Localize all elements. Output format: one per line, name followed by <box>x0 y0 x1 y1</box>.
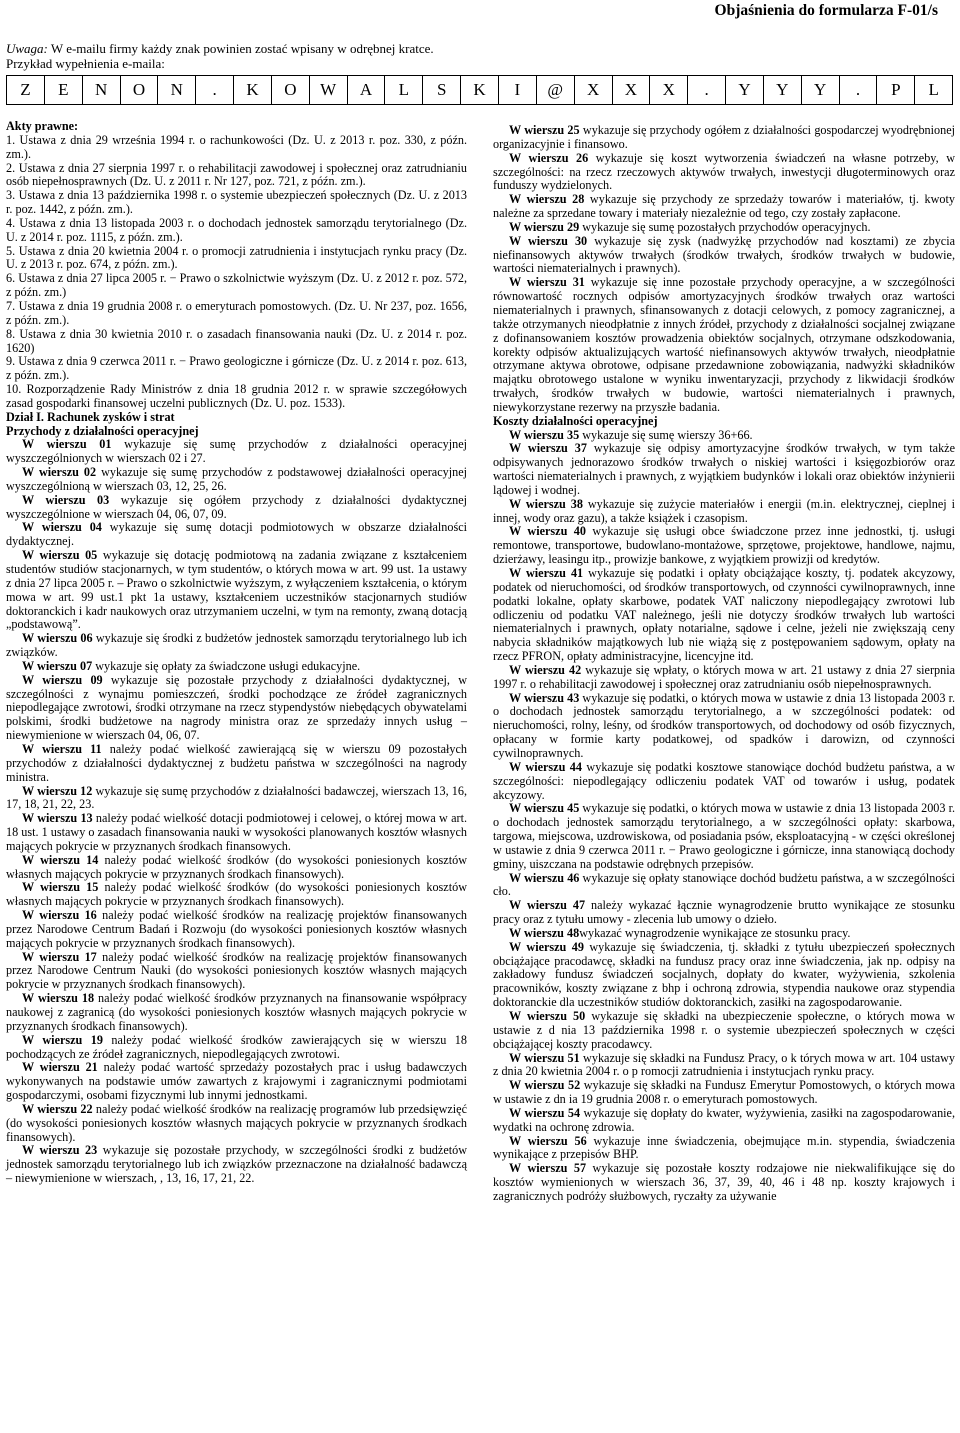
row-text: należy podać wielkość środków na realizację programów lub przedsięwzięć (do wysokości poniesionych kosztów własnych mających pokrycie w przyznanych środkach finansowych). <box>6 1101 467 1144</box>
row-description <box>493 235 955 277</box>
email-cell: . <box>687 76 725 104</box>
email-cell: . <box>195 76 233 104</box>
act-item: 8. Ustawa z dnia 30 kwietnia 2010 r. o zasadach finansowania nauki (Dz. U. z 2014 r. poz. 1620) <box>6 326 467 355</box>
act-item: 3. Ustawa z dnia 13 października 1998 r. o systemie ubezpieczeń społecznych (Dz. U. z 2013 r. poz. 1442, z późn. zm.). <box>6 188 467 217</box>
row-label: W wierszu 51 <box>509 1050 580 1065</box>
right-rows-b <box>493 429 955 1204</box>
row-text: wykazuje się podatki, o których mowa w ustawie z dnia 13 listopada 2003 r. o dochodach jednostek samorządu terytorialnego, a w szczególności podatek: od nieruchomości, rolny, leśny, od środków transportowych, od dochodowy od osób fizycznych, opłacany w formie karty podatkowej, od spadków i darowizn, od czynności cywilnoprawnych. <box>493 690 956 760</box>
row-description <box>6 1034 467 1062</box>
row-text: wykazuje się koszt wytworzenia świadczeń na własne potrzeby, w szczególności: na rzecz rzeczowych aktywów trwałych, inwestycji długoterminowych oraz funduszy wydzielonych. <box>493 150 956 193</box>
row-label: W wierszu 22 <box>22 1101 93 1116</box>
row-text: wykazuje się sumę pozostałych przychodów operacyjnych. <box>579 219 871 234</box>
row-description <box>6 881 467 909</box>
row-description <box>6 674 467 743</box>
row-label: W wierszu 11 <box>22 741 102 756</box>
email-cell: O <box>271 76 309 104</box>
row-text: wykazuje się sumę przychodów z podstawowej działalności operacyjnej wyszczególnioną w wierszach 03, 12, 25, 26. <box>6 465 467 493</box>
row-label: W wierszu 38 <box>509 496 583 511</box>
email-cell: Z <box>20 80 31 99</box>
row-text: wykazuje się składki na ubezpieczenie społeczne, o których mowa w ustawie z d nia 13 października 1998 r. o systemie ubezpieczeń społecznych w części obciążającej koszty pracodawcy. <box>493 1009 955 1051</box>
row-label: W wierszu 30 <box>509 233 588 248</box>
row-label: W wierszu 04 <box>22 520 102 535</box>
row-description <box>6 951 467 993</box>
row-description <box>493 193 955 221</box>
row-description <box>6 785 467 813</box>
row-label: W wierszu 54 <box>509 1105 581 1120</box>
row-text: wykazuje się zużycie materiałów i energii (m.in. elektrycznej, cieplnej i innej, wody oraz gazu), a także książek i czasopism. <box>493 496 955 525</box>
row-description <box>6 1144 467 1186</box>
row-label: W wierszu 50 <box>509 1009 586 1023</box>
note-label: Uwaga: <box>6 41 48 56</box>
row-description <box>493 525 955 567</box>
acts-heading: Akty prawne: <box>6 119 79 133</box>
act-item: 6. Ustawa z dnia 27 lipca 2005 r. − Prawo o szkolnictwie wyższym (Dz. U. z 2012 r. poz. 572, z późn. zm.) <box>6 271 467 300</box>
row-description <box>6 438 467 466</box>
email-cell: O <box>120 76 158 104</box>
email-cell: L <box>384 76 422 104</box>
email-cell: X <box>612 76 650 104</box>
email-cell: K <box>233 76 271 104</box>
row-description <box>493 899 955 927</box>
row-text: wykazuje się zysk (nadwyżkę przychodów nad kosztami) ze zbycia niefinansowych aktywów trwałych (środków trwałych, środków trwałych w budowie, wartości niematerialnych i prawnych). <box>493 233 955 276</box>
row-label: W wierszu 12 <box>22 783 93 798</box>
row-text: wykazuje się dopłaty do kwater, wyżywienia, zasiłki na zagospodarowanie, wydatki na ochronę zdrowia. <box>493 1105 956 1134</box>
email-example-grid <box>6 75 953 105</box>
row-text: wykazuje się przychody ze sprzedaży towarów i materiałów, tj. kwoty należne za sprzedane towary i materiały niezależnie od tego, czy zostały zapłacone. <box>493 192 956 221</box>
row-text: należy podać wielkość środków na realizację projektów finansowanych przez Narodowe Centrum Nauki (do wysokości poniesionych kosztów własnych mających pokrycie w przyznanych środkach finansowych). <box>6 949 468 992</box>
row-text: wykazuje się wpłaty, o których mowa w art. 21 ustawy z dnia 27 sierpnia 1997 r. o rehabilitacji zawodowej i społecznej oraz zatrudnianiu osób niepełnosprawnych. <box>493 662 955 691</box>
row-label: W wierszu 44 <box>509 759 582 774</box>
row-label: W wierszu 29 <box>509 219 580 234</box>
act-item: 2. Ustawa z dnia 27 sierpnia 1997 r. o rehabilitacji zawodowej i społecznej oraz zatrudnianiu osób niepełnosprawnych (Dz. U. z 2011 r. Nr 127, poz. 721, z późn. zm.). <box>6 160 467 189</box>
row-text: wykazuje się podatki i opłaty obciążające koszty, tj. podatek akcyzowy, podatek od nieruchomości, od środków transportowych, od czynności cywilnoprawnych, inne podatki lokalne, opłaty skarbowe, podatek VAT naliczony niepodlegający zwrotowi lub odliczeniu od podatku VAT należnego, jeśli nie dotyczy środków trwałych lub wartości niematerialnych i prawnych, opłaty notarialne, sądowe i celne, jeżeli nie zwiększają ceny nabycia składników majątkowych lub nie wiążą się z postępowaniem sądowym, opłaty na rzecz PFRON, opłaty administracyjne, licencyjne itd. <box>493 566 956 664</box>
row-description <box>493 1052 955 1080</box>
email-cell: W <box>309 76 347 104</box>
row-label: W wierszu 02 <box>22 465 97 480</box>
email-cell: I <box>498 76 536 104</box>
row-label: W wierszu 03 <box>22 492 110 507</box>
row-label: W wierszu 46 <box>509 870 580 885</box>
left-column <box>6 120 467 1186</box>
row-description <box>6 549 467 632</box>
email-cell: N <box>157 76 195 104</box>
row-description <box>6 743 467 785</box>
row-label: W wierszu 13 <box>22 811 93 826</box>
email-cell: Y <box>763 76 801 104</box>
row-description <box>6 854 467 882</box>
row-text: wykazuje się składki na Fundusz Emerytur Pomostowych, o których mowa w ustawie z dn ia 19 grudnia 2008 r. o emeryturach pomostowych. <box>493 1078 956 1107</box>
email-cell: . <box>839 76 877 104</box>
row-description <box>6 1103 467 1145</box>
row-label: W wierszu 56 <box>509 1133 587 1148</box>
email-cell: N <box>82 76 120 104</box>
row-text: należy podać wielkość środków (do wysokości poniesionych kosztów własnych mających pokrycie w przyznanych środkach finansowych). <box>6 880 467 909</box>
row-description <box>493 802 955 871</box>
row-description <box>493 124 955 152</box>
row-label: W wierszu 16 <box>22 908 97 923</box>
note <box>6 41 946 71</box>
row-label: W wierszu 52 <box>509 1078 581 1093</box>
row-label: W wierszu 48 <box>509 925 580 940</box>
row-text: należy podać wielkość środków zawierających się w wierszu 18 pochodzących ze źródeł zagranicznych, niepodlegających zwrotowi. <box>6 1032 467 1061</box>
row-description <box>6 494 467 522</box>
row-text: wykazuje się usługi obce świadczone przez inne jednostki, tj. usługi remontowe, transportowe, budowlano-montażowe, sprzętowe, projektowe, handlowe, najmu, dzierżawy, leasingu itp., prowizje bankowe, z wyjątkiem prowizji od kredytów. <box>493 524 955 567</box>
page-title: Objaśnienia do formularza F-01/s <box>714 2 938 19</box>
row-label: W wierszu 43 <box>509 690 580 705</box>
act-item: 4. Ustawa z dnia 13 listopada 2003 r. o dochodach jednostek samorządu terytorialnego (Dz. U. z 2014 r. poz. 1115, z późn. zm.). <box>6 215 467 244</box>
row-label: W wierszu 15 <box>22 880 99 895</box>
row-text: wykazuje się pozostałe przychody z działalności dydaktycznej, w szczególności z wynajmu pomieszczeń, środki pochodzące ze źródeł zagranicznych niepodlegające zwrotowi, środki otrzymane na rzecz stypendystów niebędących obywatelami polskimi, środki budżetowe na nagrody ministra oraz ze sprzedaży innych usług – niewymienione w wierszach 04, 06, 07. <box>6 672 468 743</box>
row-text: wykazuje się dotację podmiotową na zadania związane z kształceniem studentów studiów stacjonarnych, w tym studentów, o których mowa w art. 99 ust. 1a ustawy z dnia 27 lipca 2005 r. – Prawo o szkolnictwie wyższym, z wyłączeniem kształcenia, o którym mowa w art. 99 ust.1 pkt 1a ustawy, kształceniem uczestników stacjonarnych studiów doktoranckich i kadr naukowych oraz utrzymaniem uczelni, w tym na remonty, zwaną dotacją „podstawową”. <box>6 548 467 632</box>
act-item: 7. Ustawa z dnia 19 grudnia 2008 r. o emeryturach pomostowych. (Dz. U. Nr 237, poz. 1656, z późn. zm.). <box>6 298 467 327</box>
row-description <box>493 1162 955 1204</box>
row-description <box>493 692 955 761</box>
email-cell: K <box>460 76 498 104</box>
row-description <box>6 521 467 549</box>
email-cell: Y <box>801 76 839 104</box>
row-description <box>493 1107 955 1135</box>
right-column <box>493 124 955 1204</box>
email-cell: @ <box>536 76 574 104</box>
row-label: W wierszu 45 <box>509 801 580 816</box>
row-text: należy podać wielkość środków (do wysokości poniesionych kosztów własnych mających pokrycie w przyznanych środkach finansowych). <box>6 852 467 881</box>
row-text: wykazuje się opłaty za świadczone usługi edukacyjne. <box>92 658 361 673</box>
row-label: W wierszu 06 <box>22 631 93 646</box>
row-description <box>493 276 955 414</box>
row-text: należy podać wielkość środków przyznanych na finansowanie współpracy naukowej z zagranicą (do wysokości poniesionych kosztów własnych mających pokrycie w przyznanych środkach finansowych). <box>6 991 467 1033</box>
row-description <box>6 660 467 674</box>
row-description <box>493 429 955 443</box>
row-description <box>493 664 955 692</box>
row-description <box>493 567 955 664</box>
row-description <box>493 872 955 900</box>
row-text: należy wykazać łącznie wynagrodzenie brutto wynikające ze stosunku pracy oraz z tytułu umowy - zlecenia lub umowy o dzieło. <box>493 898 955 927</box>
row-description <box>493 498 955 526</box>
email-cell: X <box>574 76 612 104</box>
email-cell: Y <box>725 76 763 104</box>
row-description <box>493 221 955 235</box>
row-text: wykazuje się sumę przychodów z działalności badawczej, wierszach 13, 16, 17, 18, 21, 22, 23. <box>6 783 468 812</box>
row-description <box>493 941 955 1010</box>
email-cell: P <box>876 76 914 104</box>
note-text: W e-mailu firmy każdy znak powinien zostać wpisany w odrębnej kratce. <box>47 41 434 56</box>
email-cell: X <box>649 76 687 104</box>
row-description <box>6 812 467 854</box>
section-title: Dział I. Rachunek zysków i strat <box>6 409 175 424</box>
row-label: W wierszu 18 <box>22 991 95 1006</box>
row-text: wykazuje się pozostałe przychody, w szczególności środki z budżetów jednostek samorządu terytorialnego lub ich związków przeznaczone na działalność badawczą – niewymienione w wierszach, , 13, 16, 17, 21, 22. <box>6 1143 468 1186</box>
note-line <box>6 41 946 56</box>
row-text: wykazuje się przychody ogółem z działalności gospodarczej wyodrębnionej organizacyjnie i finansowo. <box>493 123 955 151</box>
row-text: wykazuje się sumę przychodów z działalności operacyjnej wyszczególnionych w wierszach 02 i 27. <box>6 437 467 466</box>
row-text: wykazuje się sumę wierszy 36+66. <box>579 427 753 442</box>
row-text: należy podać wielkość środków na realizację projektów finansowanych przez Narodowe Centrum Badań i Rozwoju (do wysokości poniesionych kosztów własnych mających pokrycie w przyznanych środkach finansowych). <box>6 908 468 950</box>
row-label: W wierszu 49 <box>509 939 584 954</box>
row-text: należy podać wielkość zawierającą się w wierszu 09 pozostałych przychodów z działalności dydaktycznej z budżetu państwa w szczególności na nagrody ministra. <box>6 741 467 784</box>
row-text: wykazuje się podatki kosztowe stanowiące dochód budżetu państwa, a w szczególności: niepodlegający odliczeniu podatek VAT od towarów i usług, podatek akcyzowy. <box>493 759 956 802</box>
row-label: W wierszu 19 <box>22 1032 103 1047</box>
row-text: wykazuje się odpisy amortyzacyjne środków trwałych, w tym także odpisywanych jednorazowo środków trwałych o niskiej wartości i księgozbiorów oraz wartości niematerialnych i prawnych, z wyjątkiem budynków i lokali oraz obiektów inżynierii lądowej i wodnej. <box>493 441 955 497</box>
right-rows-a <box>493 124 955 415</box>
row-text: wykazuje inne świadczenia, obejmujące m.in. stypendia, świadczenia wynikające z przepisów BHP. <box>493 1133 955 1162</box>
row-text: wykazuje się ogółem przychody z działalności dydaktycznej wyszczególnione w wierszach 04, 06, 07, 09. <box>6 492 468 521</box>
row-description <box>6 466 467 494</box>
row-description <box>493 152 955 194</box>
row-description <box>493 1135 955 1163</box>
subsection-title: Przychody z działalności operacyjnej <box>6 423 199 438</box>
row-description <box>493 761 955 803</box>
costs-title: Koszty działalności operacyjnej <box>493 413 658 428</box>
row-text: wykazuje się sumę dotacji podmiotowych w obszarze działalności dydaktycznej. <box>6 520 467 549</box>
row-description <box>493 442 955 497</box>
row-description <box>493 1010 955 1052</box>
acts-list <box>6 134 467 411</box>
row-text: należy podać wartość sprzedaży pozostałych prac i usług badawczych wykonywanych na podstawie umów zawartych z krajowymi i zagranicznymi podmiotami gospodarczymi, osobami fizycznymi lub innymi jednostkami. <box>6 1060 467 1103</box>
email-cell: L <box>914 76 952 104</box>
row-label: W wierszu 40 <box>509 524 586 539</box>
row-label: W wierszu 37 <box>509 441 587 456</box>
row-label: W wierszu 42 <box>509 662 582 677</box>
email-cell: A <box>347 76 385 104</box>
row-label: W wierszu 28 <box>509 192 585 207</box>
row-label: W wierszu 01 <box>22 437 112 452</box>
row-label: W wierszu 41 <box>509 566 584 580</box>
row-text: wykazać wynagrodzenie wynikające ze stosunku pracy. <box>579 925 851 940</box>
row-text: należy podać wielkość dotacji podmiotowej i celowej, o której mowa w art. 18 ust. 1 ustawy o zasadach finansowania nauki w wysokości planowanych kosztów własnych mających pokrycie w przyznanych środkach finansowych. <box>6 811 468 853</box>
row-text: wykazuje się pozostałe koszty rodzajowe nie niekwalifikujące się do kosztów wymienionych w wierszach 36, 37, 39, 40, 46 i 48 np. koszty krajowych i zagranicznych podróży służbowych, ryczałty za używanie <box>493 1161 955 1203</box>
row-label: W wierszu 25 <box>509 123 580 137</box>
act-item: 10. Rozporządzenie Rady Ministrów z dnia 18 grudnia 2012 r. w sprawie szczegółowych zasad gospodarki finansowej uczelni publicznych (Dz. U. poz. 1533). <box>6 382 467 410</box>
row-label: W wierszu 21 <box>22 1060 98 1075</box>
row-text: wykazuje się składki na Fundusz Pracy, o k tórych mowa w art. 104 ustawy z dnia 20 kwietnia 2004 r. o p romocji zatrudnienia i instytucjach rynku pracy. <box>493 1050 956 1079</box>
row-text: wykazuje się świadczenia, tj. składki z tytułu ubezpieczeń społecznych obciążające pracodawcę, składki na fundusz pracy oraz inne świadczenia, jak np. odpisy na zakładowy fundusz świadczeń socjalnych, dopłaty do kwater, wyżywienia, szkolenia pracowników, koszty związane z bhp i ochroną zdrowia, stypendia naukowe oraz stypendia doktoranckie dla uczestników studiów doktoranckich, zasiłki na zagospodarowanie. <box>493 939 955 1010</box>
row-label: W wierszu 07 <box>22 658 93 673</box>
row-label: W wierszu 57 <box>509 1161 587 1176</box>
row-description <box>6 909 467 951</box>
row-label: W wierszu 17 <box>22 949 97 964</box>
act-item: 5. Ustawa z dnia 20 kwietnia 2004 r. o promocji zatrudnienia i instytucjach rynku pracy (Dz. U. z 2013 r. poz. 674, z późn. zm.). <box>6 243 467 272</box>
row-label: W wierszu 47 <box>509 898 586 913</box>
row-description <box>6 992 467 1034</box>
row-description <box>493 1079 955 1107</box>
act-item: 9. Ustawa z dnia 9 czerwca 2011 r. − Prawo geologiczne i górnicze (Dz. U. z 2014 r. poz. 613, z późn. zm.). <box>6 354 467 383</box>
row-text: wykazuje się opłaty stanowiące dochód budżetu państwa, a w szczególności cło. <box>493 870 955 899</box>
email-cell: E <box>44 76 82 104</box>
row-label: W wierszu 09 <box>22 672 103 687</box>
left-rows <box>6 438 467 1186</box>
act-item: 1. Ustawa z dnia 29 września 1994 r. o rachunkowości (Dz. U. z 2013 r. poz. 330, z późn. zm.). <box>6 132 467 161</box>
row-description <box>6 632 467 660</box>
row-label: W wierszu 23 <box>22 1143 98 1158</box>
row-description <box>6 1061 467 1103</box>
row-text: wykazuje się środki z budżetów jednostek samorządu terytorialnego lub ich związków. <box>6 631 467 660</box>
email-cell: S <box>422 76 460 104</box>
row-label: W wierszu 35 <box>509 427 580 442</box>
row-text: wykazuje się podatki, o których mowa w ustawie z dnia 13 listopada 2003 r. o dochodach jednostek samorządu terytorialnego, a w szczególności opłaty: skarbowa, targowa, miejscowa, uzdrowiskowa, od posiadania psów, eksploatacyjną - w części określonej w ustawie z dnia 9 czerwca 2011 r. − Prawo geologiczne i górnicze, inna stanowiącą dochody gminy, uiszczana na podstawie odrębnych przepisów. <box>493 801 956 871</box>
row-label: W wierszu 05 <box>22 548 98 563</box>
row-description <box>493 927 955 941</box>
row-label: W wierszu 14 <box>22 852 99 867</box>
note-example: Przykład wypełnienia e-maila: <box>6 56 165 71</box>
row-text: wykazuje się inne pozostałe przychody operacyjne, a w szczególności równowartość rocznych odpisów amortyzacyjnych środków trwałych oraz wartości niematerialnych i prawnych, sfinansowanych z dotacji celowych, z pomocy zagranicznej, a także otrzymanych nieodpłatnie z innych źródeł, przychody z działalności socjalnej związane z dofinansowaniem kosztów prowadzenia obiektów socjalnych, otrzymane odszkodowania, korekty odpisów aktualizujących wartość niefinansowych aktywów trwałych, nieodpłatnie otrzymane aktywa obrotowe, odpisane przedawnione zobowiązania, nadwyżki składników majątku obrotowego ustalone w wyniku inwentaryzacji, przychody z likwidacji środków trwałych, środków trwałych w budowie, wartości niematerialnych i prawnych, niewykorzystane rezerwy na przyszłe badania. <box>493 275 956 414</box>
row-label: W wierszu 26 <box>509 150 589 165</box>
row-label: W wierszu 31 <box>509 275 585 290</box>
